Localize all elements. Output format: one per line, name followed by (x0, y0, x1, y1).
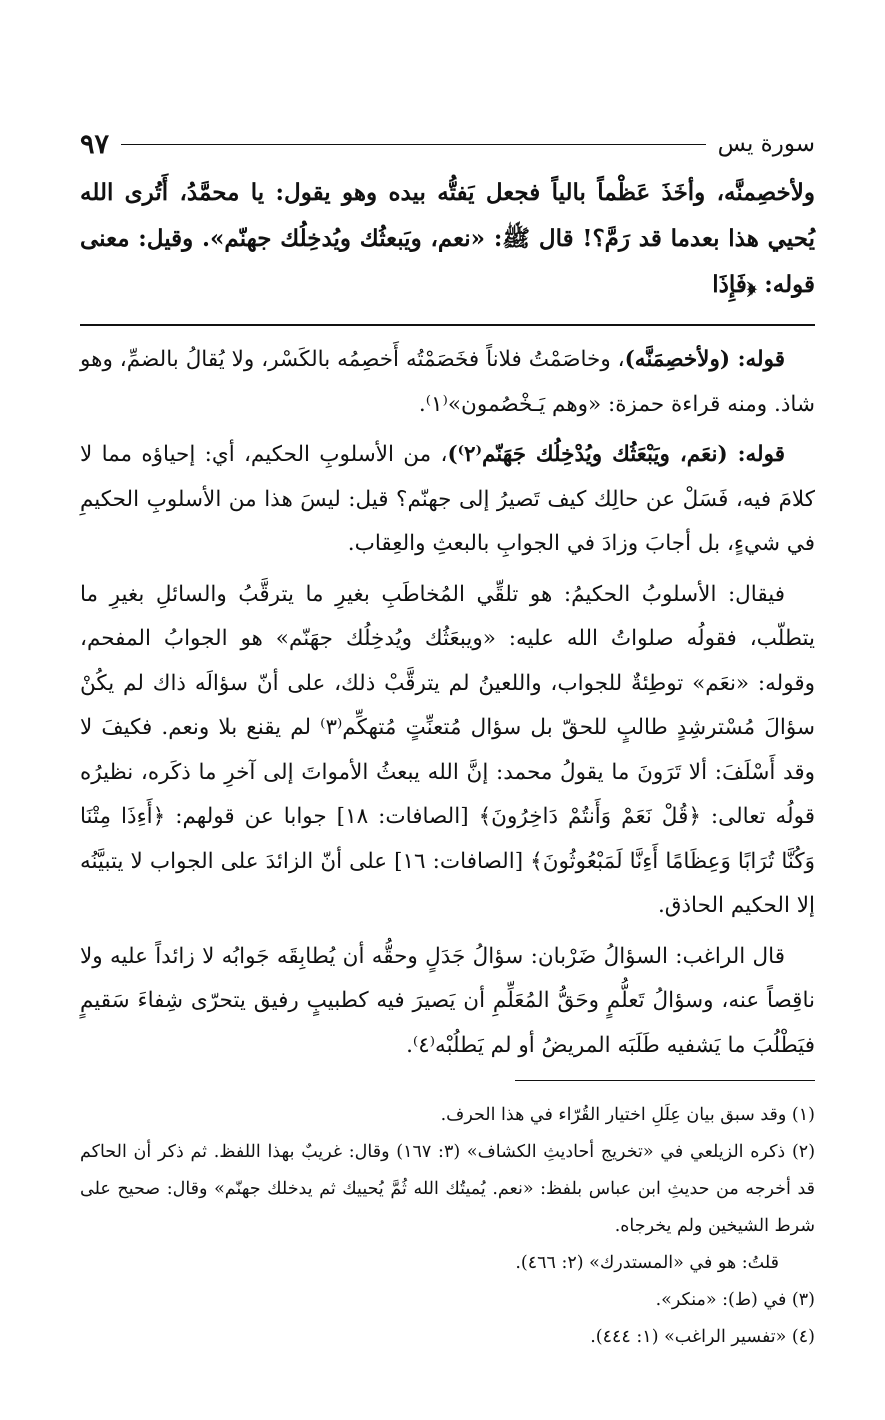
tafsir-paragraph: ولأخصِمنَّه، وأخَذَ عَظْماً بالياً فجعل يَفتُّه بيده وهو يقول: يا محمَّدُ، أَتُرى الله يُحيي هذا بعدما قد رَمَّ؟! قال ﷺ: «نعم، ويَبعثُك ويُدخِلُك جهنّم». وقيل: معنى قوله: ﴿فَإِذَا (80, 179, 815, 298)
tafsir-text (80, 170, 815, 308)
quoted-phrase: قوله: (نعَم، ويَبْعَثُك ويُدْخِلُك جَهَنّم⁽٢⁾) (447, 442, 785, 467)
book-page (80, 120, 815, 1356)
commentary-text: ، وخاصَمْتُ فلاناً فخَصَمْتُه أَخصِمُه بالكَسْر، ولا يُقالُ بالضمِّ، وهو شاذ. ومنه قراءة حمزة: «وهم يَـخْصُمون»⁽١⁾. (80, 347, 815, 417)
section-divider (80, 324, 815, 326)
commentary-paragraph (80, 935, 815, 1069)
commentary-text: ، من الأسلوبِ الحكيم، أي: إحياؤه مما لا كلامَ فيه، فَسَلْ عن حالِك كيف تَصيرُ إلى جهنّم؟ قيل: ليسَ هذا من الأسلوبِ الحكيمِ في شيءٍ، بل أجابَ وزادَ في الجوابِ بالبعثِ والعِقاب. (80, 442, 815, 556)
commentary (80, 338, 815, 1068)
footnote: (٣) في (ط): «منكر». (655, 1290, 815, 1310)
footnote-separator (515, 1080, 815, 1081)
surah-title: سورة يس (717, 131, 815, 157)
commentary-paragraph (80, 433, 815, 567)
footnote: (٤) «تفسير الراغب» (١: ٤٤٤). (590, 1327, 815, 1347)
commentary-text: فيقال: الأسلوبُ الحكيمُ: هو تلقِّي المُخاطَبِ بغيرِ ما يترقَّبُ والسائلِ بغيرِ ما يتطلّب، فقولُه صلواتُ الله عليه: «ويبعَثُك ويُدخِلُك جهَنّم» هو الجوابُ المفحم، وقوله: «نعَم» توطِئةٌ للجواب، واللعينُ لم يترقَّبْ ذلك، على أنّ سؤالَه ذاك لم يكُنْ سؤالَ مُسْترشِدٍ طالبٍ للحقّ بل سؤال مُتعنِّتٍ مُتهكِّم⁽٣⁾ لم يقنع بلا ونعم. فكيفَ لا وقد أَسْلَفَ: ألا تَرَونَ ما يقولُ محمد: إنَّ الله يبعثُ الأمواتَ إلى آخرِ ما ذكَره، نظيرُه قولُه تعالى: ﴿قُلْ نَعَمْ وَأَنتُمْ دَاخِرُونَ﴾ [الصافات: ١٨] جوابا عن قولهم: ﴿أَءِذَا مِتْنَا وَكُنَّا تُرَابًا وَعِظَامًا أَءِنَّا لَمَبْعُوثُونَ﴾ [الصافات: ١٦] على أنّ الزائدَ على الجواب لا يتبيَّنُه إلا الحكيم الحاذق. (80, 581, 815, 918)
page-number: ٩٧ (80, 128, 110, 160)
header-rule (121, 144, 706, 145)
footnote: (١) وقد سبق بيان عِلَلِ اختيار القُرّاء في هذا الحرف. (440, 1105, 815, 1125)
footnote: (٢) ذكره الزيلعي في «تخريج أحاديثِ الكشاف» (٣: ١٦٧) وقال: غريبٌ بهذا اللفظ. ثم ذكر أن الحاكم قد أخرجه من حديثِ ابن عباس بلفظ: «نعم. يُميتُك الله ثُمَّ يُحييك ثم يدخلك جهنّم» وقال: صحيح على شرط الشيخين ولم يخرجاه. (80, 1142, 816, 1236)
footnote-continuation: قلتُ: هو في «المستدرك» (٢: ٤٦٦). (515, 1253, 779, 1273)
commentary-paragraph (80, 338, 815, 427)
footnotes (80, 1097, 815, 1356)
quoted-phrase: قوله: (ولأخصِمَنَّه) (624, 347, 785, 372)
commentary-paragraph (80, 573, 815, 929)
page-header (80, 120, 815, 168)
commentary-text: قال الراغب: السؤالُ ضَرْبان: سؤالُ جَدَلٍ وحقُّه أن يُطابِقَه جَوابُه لا زائداً عليه ولا ناقِصاً عنه، وسؤالُ تَعلُّمٍ وحَقُّ المُعَلِّمِ أن يَصيرَ فيه كطبيبٍ رفيق يتحرّى شِفاءَ سَقيمٍ فيَطْلُبَ ما يَشفيه طَلَبَه المريضُ أو لم يَطلُبْه⁽٤⁾. (80, 943, 815, 1058)
